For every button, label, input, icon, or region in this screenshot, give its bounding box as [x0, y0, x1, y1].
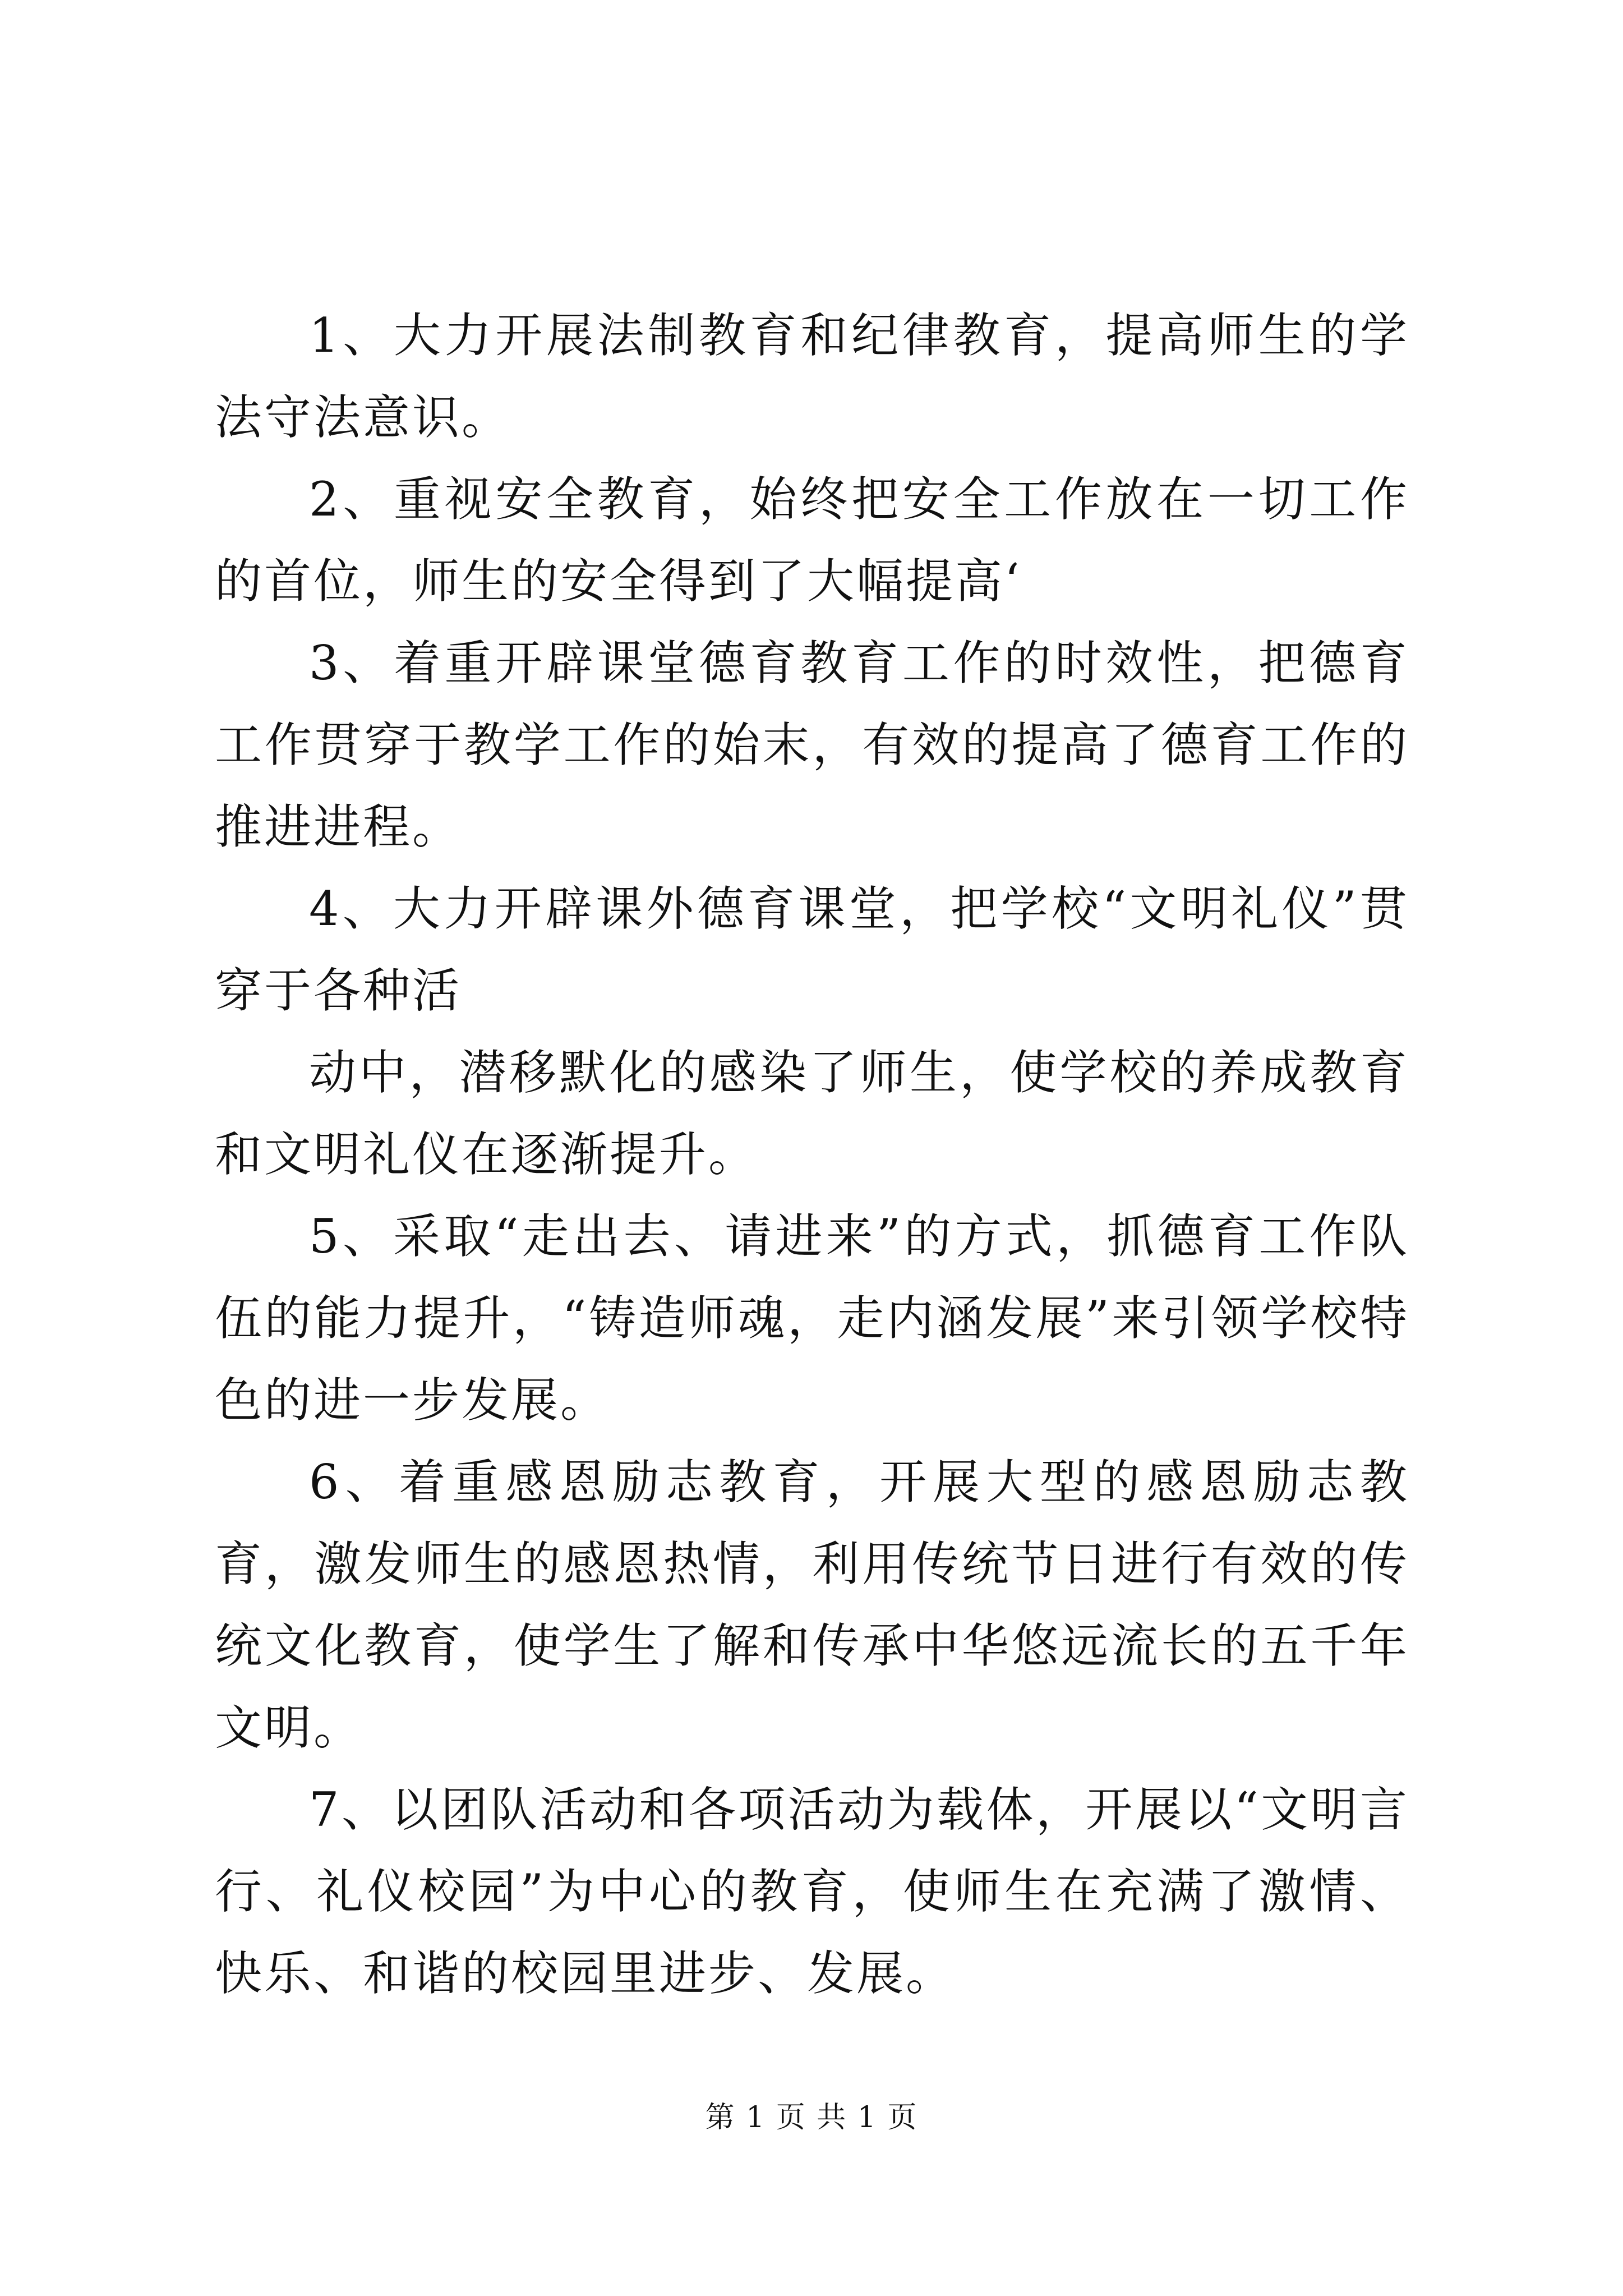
- paragraph-1: 1、大力开展法制教育和纪律教育，提高师生的学法守法意识。: [215, 308, 1409, 445]
- paragraph-2: 2、重视安全教育，始终把安全工作放在一切工作的首位，师生的安全得到了大幅提高‘: [215, 472, 1409, 609]
- paragraph-4: 4、大力开辟课外德育课堂，把学校“文明礼仪”贯穿于各种活: [215, 881, 1409, 1018]
- paragraph-3: 3、着重开辟课堂德育教育工作的时效性，把德育工作贯穿于教学工作的始末，有效的提高了德育工作的推进进程。: [215, 636, 1409, 854]
- paragraph-4-continued: 动中，潜移默化的感染了师生，使学校的养成教育和文明礼仪在逐渐提升。: [215, 1045, 1409, 1182]
- page-number-footer: 第 1 页 共 1 页: [705, 2101, 918, 2134]
- paragraph-5: 5、采取“走出去、请进来”的方式，抓德育工作队伍的能力提升，“铸造师魂，走内涵发展”来引领学校特色的进一步发展。: [215, 1209, 1409, 1428]
- paragraph-7: 7、以团队活动和各项活动为载体，开展以“文明言行、礼仪校园”为中心的教育，使师生在充满了激情、快乐、和谐的校园里进步、发展。: [215, 1782, 1409, 2001]
- paragraph-6: 6、着重感恩励志教育，开展大型的感恩励志教育，激发师生的感恩热情，利用传统节日进行有效的传统文化教育，使学生了解和传承中华悠远流长的五千年文明。: [215, 1455, 1409, 1755]
- document-body: [215, 295, 1409, 2014]
